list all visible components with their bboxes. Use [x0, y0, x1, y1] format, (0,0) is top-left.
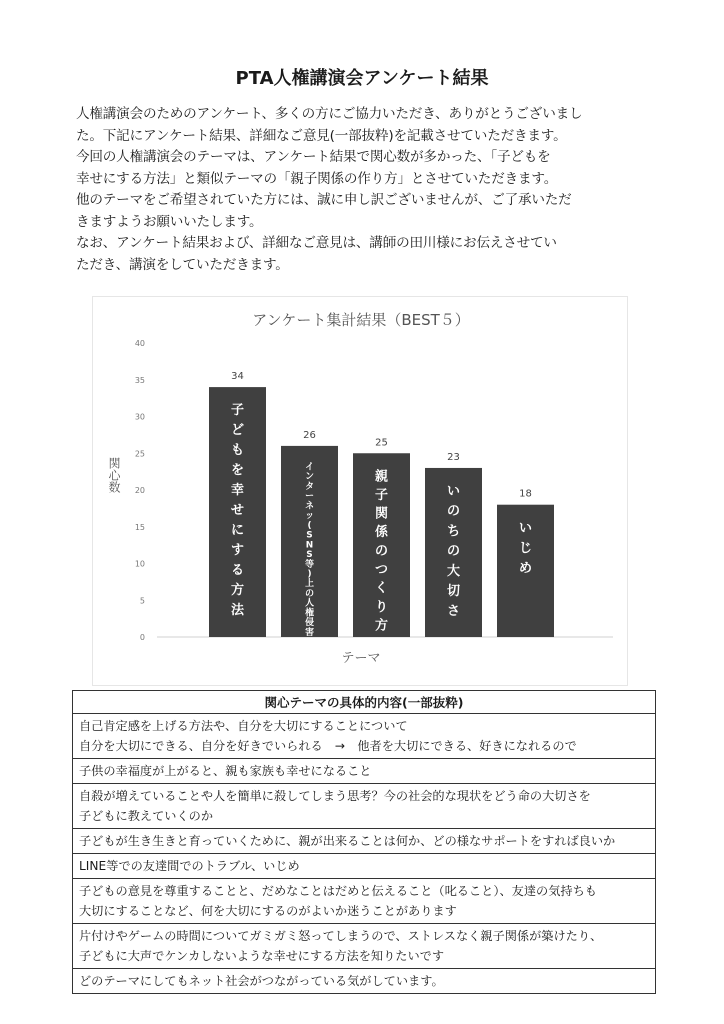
page-title: PTA人権講演会アンケート結果 — [235, 68, 489, 89]
bar-category-label: の — [446, 544, 461, 559]
y-tick-label: 10 — [134, 559, 145, 569]
bar-category-label: る — [230, 563, 245, 579]
bar-category-label: の — [374, 543, 389, 559]
table-row — [73, 784, 655, 829]
y-tick-label: 20 — [134, 486, 145, 495]
bar-category-label: 等 — [305, 559, 314, 570]
table-row-line: 子どもの意見を尊重することと、だめなことはだめと伝えること（叱ること）、友達の気持ちも — [79, 884, 597, 898]
bar-category-label: 人 — [305, 598, 314, 609]
table-row — [73, 924, 655, 969]
intro-line: 人権講演会のためのアンケート、多くの方にご協力いただき、ありがとうございまし — [76, 106, 583, 122]
y-tick-label: 15 — [134, 522, 145, 532]
bar-category-label: じ — [518, 540, 533, 556]
bar-category-label: タ — [305, 481, 314, 492]
intro-line: 幸せにする方法」と類似テーマの「親子関係の作り方」とさせていただきます。 — [76, 170, 558, 187]
y-tick-label: 25 — [134, 449, 145, 459]
table-row-line: 自殺が増えていることや人を簡単に殺してしまう思考？今の社会的な現状をどう命の大切さを — [79, 789, 591, 803]
bar-category-label: 切 — [446, 584, 461, 599]
bar-category-label: 幸 — [230, 483, 245, 499]
bar-category-label: 方 — [374, 618, 389, 634]
bar-category-label: ち — [446, 524, 461, 539]
intro-text — [76, 104, 656, 276]
bar-category-label: イ — [305, 462, 314, 473]
bar-category-label: い — [518, 520, 533, 536]
bar-category-label: す — [230, 543, 245, 559]
data-label: 25 — [375, 437, 388, 449]
intro-line: ただき、講演をしていただきます。 — [76, 256, 289, 273]
table-row-line: どのテーマにしてもネット社会がつながっている気がしています。 — [79, 974, 444, 988]
table-row-line: 片付けやゲームの時間についてガミガミ怒ってしまうので、ストレスなく親子関係が築けたり、 — [79, 929, 603, 943]
table-row-line: 自己肯定感を上げる方法や、自分を大切にすることについて — [79, 719, 408, 733]
chart-title: アンケート集計結果（BEST５） — [252, 311, 470, 329]
intro-line: 他のテーマをご希望されていた方には、誠に申し訳ございませんが、ご了承いただ — [76, 192, 572, 208]
bar-category-label: 害 — [305, 627, 314, 638]
data-label: 26 — [303, 429, 316, 441]
table-row-line: LINE等での友達間でのトラブル、いじめ — [79, 859, 300, 873]
table-row — [73, 714, 655, 759]
bar-category-label: ど — [230, 423, 245, 439]
intro-line: 今回の人権講演会のテーマは、アンケート結果で関心数が多かった、「子どもを — [76, 149, 551, 165]
bar-category-label: 法 — [230, 603, 245, 619]
bar-category-label: S — [306, 530, 313, 541]
bar-category-label: ン — [305, 472, 314, 483]
bar-category-label: も — [230, 443, 245, 459]
bar-category-label: ッ — [305, 511, 314, 522]
y-tick-label: 0 — [139, 633, 145, 642]
bar-category-label: の — [305, 588, 314, 599]
table-row-line: 子供の幸福度が上がると、親も家族も幸せになること — [79, 764, 372, 778]
table-row-line: 自分を大切にできる、自分を好きでいられる → 他者を大切にできる、好きになれるので — [79, 739, 577, 753]
table-row — [73, 759, 655, 784]
bar-category-label: さ — [446, 604, 461, 619]
bar-category-label: ( — [307, 520, 312, 531]
bar-category-label: 係 — [374, 525, 389, 541]
table-row — [73, 879, 655, 924]
bar-category-label: ー — [305, 491, 314, 502]
y-tick-label: 35 — [134, 375, 145, 385]
table-row-line: 子どもに大声でケンカしないような幸せにする方法を知りたいです — [79, 949, 445, 963]
bar-category-label: り — [374, 599, 389, 615]
table-row-line: 大切にすることなど、何を大切にするのがよいか迷うことがあります — [79, 904, 457, 918]
data-label: 23 — [447, 451, 460, 463]
y-tick-label: 30 — [134, 412, 145, 422]
chart-plot — [93, 297, 629, 687]
bar-category-label: 方 — [230, 583, 245, 599]
data-label: 18 — [519, 488, 532, 500]
bar-category-label: ) — [307, 569, 312, 580]
table-header: 関心テーマの具体的内容(一部抜粋) — [73, 691, 655, 714]
y-tick-label: 40 — [134, 339, 145, 348]
bar-category-label: 子 — [374, 487, 389, 503]
bar-category-label: 親 — [374, 469, 389, 485]
bar-category-label: ネ — [305, 501, 314, 512]
table-row-line: 子どもが生き生きと育っていくために、親が出来ることは何か、どの様なサポートをすれば良いか — [79, 834, 616, 848]
bar-category-label: 大 — [446, 564, 461, 579]
x-axis-label: テーマ — [341, 651, 381, 666]
bar-category-label: N — [305, 540, 314, 551]
intro-line: なお、アンケート結果および、詳細なご意見は、講師の田川様にお伝えさせてい — [76, 235, 557, 251]
y-axis-label: 関心数 — [107, 457, 121, 493]
table-row — [73, 969, 655, 993]
bar-category-label: に — [230, 523, 245, 539]
table-row-line: 子どもに教えていくのか — [79, 809, 214, 823]
bar-category-label: 関 — [374, 506, 389, 522]
bar-category-label: を — [230, 463, 245, 479]
bar-category-label: せ — [230, 503, 245, 519]
bar-category-label: の — [446, 504, 461, 519]
bar-category-label: 子 — [230, 403, 245, 419]
bar-category-label: い — [446, 484, 461, 499]
bar-category-label: 上 — [305, 579, 314, 590]
intro-line: た。下記にアンケート結果、詳細なご意見(一部抜粋)を記載させていただきます。 — [76, 127, 567, 144]
bar-category-label: S — [306, 550, 313, 561]
bar-category-label: 権 — [305, 608, 314, 619]
table-row — [73, 829, 655, 854]
bar-category-label: つ — [374, 562, 389, 578]
bar-category-label: め — [518, 560, 533, 576]
data-label: 34 — [231, 371, 244, 383]
bar-category-label: く — [374, 581, 389, 597]
table-row — [73, 854, 655, 879]
intro-line: きますようお願いいたします。 — [76, 213, 263, 230]
y-tick-label: 5 — [139, 596, 145, 606]
detail-table — [72, 690, 656, 994]
bar-category-label: 侵 — [305, 618, 314, 629]
survey-chart — [92, 296, 628, 686]
